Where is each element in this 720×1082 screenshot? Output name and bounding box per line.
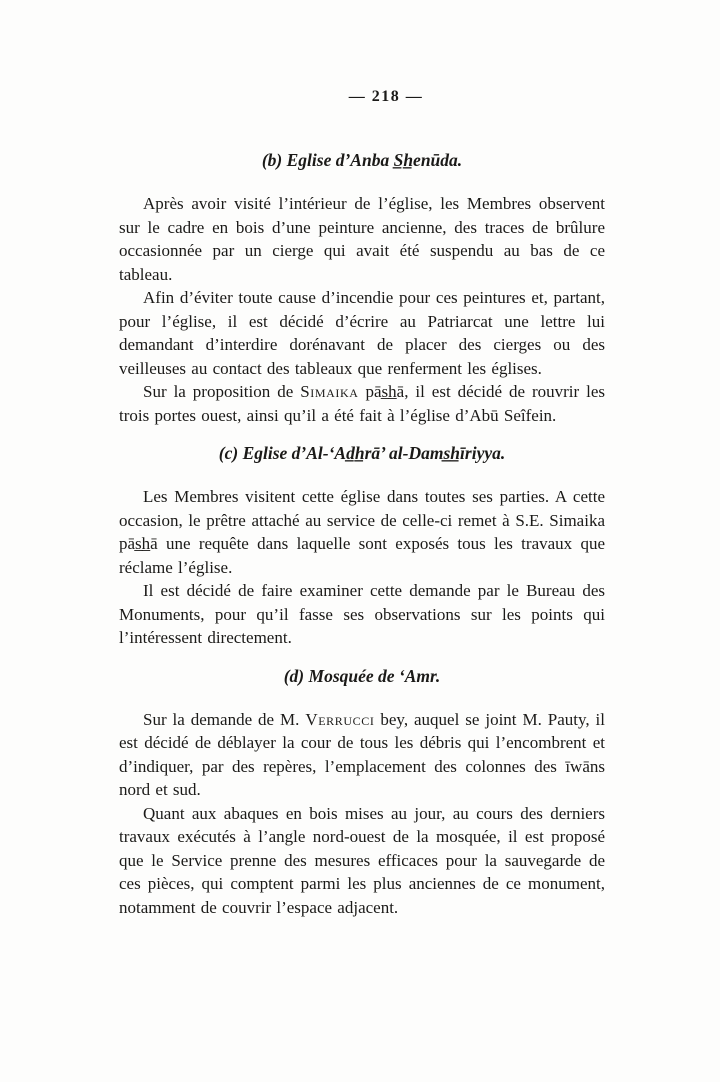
section-b-heading: (b) Eglise d’Anba S̲h̲enūda. [261,150,463,170]
person-name-smallcaps: Verrucci [305,709,375,729]
text-run: Après avoir visité l’intérieur de l’église, les Membres observent sur le cadre en bois d’une peinture ancienne, des traces de brûlure occasionnée par un cierge qui avait été suspendu au bas de ce tableau. [119,194,605,284]
text-run: Quant aux abaques en bois mises au jour, au cours des derniers travaux exécutés à l’angle nord-ouest de la mosquée, il est proposé que le Service prenne des mesures efficaces pour la sauvegarde de ces pièces, qui comptent parmi les plus anciennes de ce monument, notamment de couvrir l’espace adjacent. [119,803,605,917]
paragraph [119,485,605,579]
section-c-heading: (c) Eglise d’Al-‘Ad̲h̲rā’ al-Dams̲h̲īriyya. [218,443,506,463]
paragraph [119,286,605,380]
section-d-heading: (d) Mosquée de ‘Amr. [283,665,441,686]
document-page [119,88,605,919]
text-run: Sur la demande de M. [143,709,306,729]
section-d [119,664,605,920]
text-run: Afin d’éviter toute cause d’incendie pour ces peintures et, partant, pour l’église, il est décidé d’écrire au Patriarcat une lettre lui demandant d’interdire dorénavant de placer des cierges ou des veilleuses au contact des tableaux que renferment les églises. [119,288,605,378]
text-run: Sur la proposition de [143,382,301,401]
text-run: Il est décidé de faire examiner cette demande par le Bureau des Monuments, pour qu’il fasse ses observations sur les points qui l’intéressent directement. [119,581,605,647]
page-number: — 218 — [348,88,424,105]
paragraph [119,708,605,802]
text-run: Les Membres visitent cette église dans toutes ses parties. A cette occasion, le prêtre attaché au service de celle-ci remet à S.E. Simaika pās̲h̲ā une requête dans laquelle sont exposés tous les travaux que réclame l’église. [119,487,605,577]
section-c [119,441,605,650]
paragraph [119,192,605,286]
text-run: bey, auquel se joint M. Pauty, il est décidé de déblayer la cour de tous les débris qui l’encombrent et d’indiquer, par des repères, l’emplacement des colonnes des īwāns nord et sud. [119,709,605,799]
paragraph [119,579,605,650]
person-name-smallcaps: Simaika [300,382,359,401]
paragraph [119,802,605,920]
text-run: pās̲h̲ā, il est décidé de rouvrir les trois portes ouest, ainsi qu’il a été fait à l’église d’Abū Seîfein. [119,382,605,425]
section-b [119,148,605,427]
paragraph [119,380,605,427]
